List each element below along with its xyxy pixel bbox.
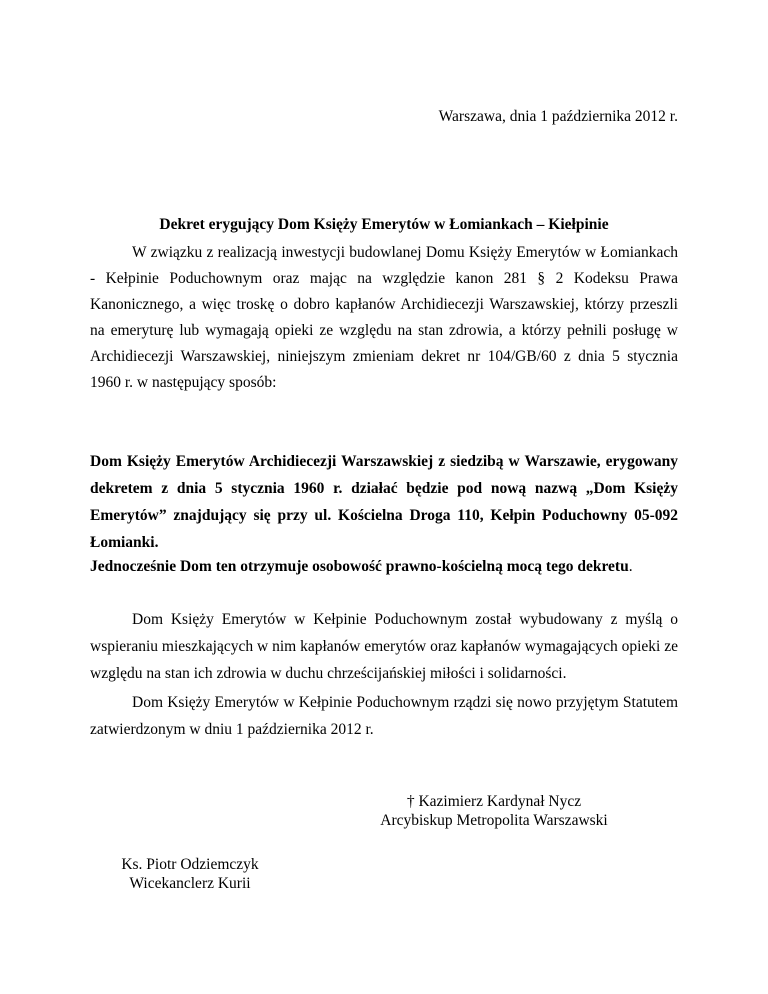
paragraph-legal-personality <box>90 554 678 580</box>
signature-name: † Kazimierz Kardynał Nycz <box>406 793 582 810</box>
paragraph-statute <box>90 689 678 743</box>
signature-block-vice-chancellor <box>100 855 280 893</box>
paragraph-decree <box>90 448 678 556</box>
signature-name: Ks. Piotr Odziemczyk <box>121 856 259 873</box>
paragraph-purpose <box>90 606 678 687</box>
paragraph-legal-personality-text: Jednocześnie Dom ten otrzymuje osobowość prawno-kościelną mocą tego dekretu <box>90 558 629 575</box>
signature-block-cardinal <box>364 792 624 830</box>
paragraph-purpose-text: Dom Księży Emerytów w Kełpinie Poduchownym został wybudowany z myślą o wspieraniu mieszkających w nim kapłanów emerytów oraz kapłanów wymagających opieki ze względu na stan ich zdrowia w duchu chrześcijańskiej miłości i solidarności. <box>90 611 678 682</box>
signature-title: Wicekanclerz Kurii <box>129 875 251 892</box>
paragraph-decree-text: Dom Księży Emerytów Archidiecezji Warszawskiej z siedzibą w Warszawie, erygowany dekretem z dnia 5 stycznia 1960 r. działać będzie pod nową nazwą „Dom Księży Emerytów” znajdujący się przy ul. Kościelna Droga 110, Kełpin Poduchowny 05-092 Łomianki. <box>90 453 678 551</box>
date-line: Warszawa, dnia 1 października 2012 r. <box>438 108 678 125</box>
signature-title: Arcybiskup Metropolita Warszawski <box>380 812 608 829</box>
document-title: Dekret erygujący Dom Księży Emerytów w Łomiankach – Kiełpinie <box>159 216 609 233</box>
paragraph-intro <box>90 240 678 396</box>
paragraph-statute-text: Dom Księży Emerytów w Kełpinie Poduchownym rządzi się nowo przyjętym Statutem zatwierdzonym w dniu 1 października 2012 r. <box>90 694 678 738</box>
paragraph-legal-personality-period: . <box>628 558 633 575</box>
paragraph-intro-text: W związku z realizacją inwestycji budowlanej Domu Księży Emerytów w Łomiankach - Kełpinie Poduchownym oraz mając na względzie kanon 281 § 2 Kodeksu Prawa Kanonicznego, a więc troskę o dobro kapłanów Archidiecezji Warszawskiej, którzy przeszli na emeryturę lub wymagają opieki ze względu na stan zdrowia, a którzy pełnili posługę w Archidiecezji Warszawskiej, niniejszym zmieniam dekret nr 104/GB/60 z dnia 5 stycznia 1960 r. w następujący sposób: <box>90 244 678 391</box>
